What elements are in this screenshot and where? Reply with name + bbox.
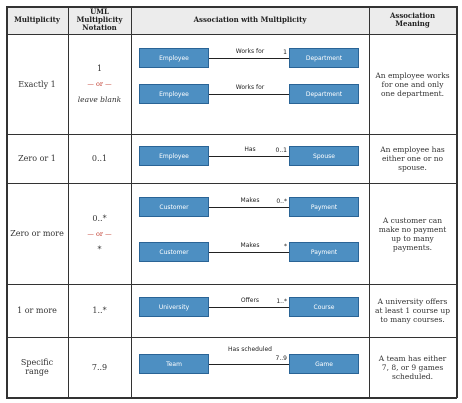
notation-text: — or — (87, 80, 112, 88)
grid-line (6, 34, 457, 35)
grid-line (6, 6, 8, 398)
multiplicity-label: 1..* (276, 298, 287, 305)
class-box-team: Team (139, 354, 209, 374)
association-line (209, 156, 289, 157)
class-box-employee: Employee (139, 84, 209, 104)
class-box-customer: Customer (139, 197, 209, 217)
meaning-cell: A customer can make no payment up to many payments. (378, 215, 447, 252)
association-line (209, 364, 289, 365)
grid-line (6, 6, 457, 8)
notation-cell (68, 183, 131, 284)
association-label: Has scheduled (228, 346, 272, 353)
class-box-game: Game (289, 354, 359, 374)
meaning-cell: An employee has either one or no spouse. (380, 145, 445, 172)
multiplicity-cell: 1 or more (17, 306, 57, 315)
class-box-course: Course (289, 297, 359, 317)
grid-line (6, 134, 457, 135)
association-label: Offers (240, 297, 260, 304)
grid-line (68, 6, 69, 398)
grid-line (6, 284, 457, 285)
multiplicity-label: 1 (283, 49, 287, 56)
association-label: Makes (240, 242, 260, 249)
class-box-department: Department (289, 84, 359, 104)
notation-cell (68, 34, 131, 134)
association-line (209, 252, 289, 253)
multiplicity-label: 0..1 (275, 147, 287, 154)
class-box-payment: Payment (289, 242, 359, 262)
association-line (209, 307, 289, 308)
notation-cell (68, 337, 131, 397)
multiplicity-cell: Zero or more (10, 229, 64, 238)
grid-line (6, 337, 457, 338)
grid-line (456, 6, 458, 398)
class-box-payment: Payment (289, 197, 359, 217)
notation-text: * (97, 244, 102, 254)
association-label: Makes (240, 197, 260, 204)
multiplicity-label: 7..9 (275, 355, 287, 362)
grid-line (131, 6, 132, 398)
meaning-cell: A university offers at least 1 course up to many courses. (375, 297, 451, 324)
notation-text: 7..9 (91, 362, 108, 372)
notation-text: 1 (96, 64, 103, 73)
class-box-department: Department (289, 48, 359, 68)
multiplicity-cell: Exactly 1 (18, 79, 56, 89)
multiplicity-label: * (284, 243, 287, 250)
notation-cell (68, 134, 131, 183)
notation-text: — or — (87, 229, 112, 238)
header-notation: UML Multiplicity Notation (68, 6, 131, 34)
association-label: Has (244, 146, 256, 153)
grid-line (6, 397, 457, 399)
class-box-university: University (139, 297, 209, 317)
grid-line (6, 183, 457, 184)
multiplicity-label: 0..* (276, 198, 287, 205)
association-line (209, 94, 289, 95)
association-label: Works for (235, 84, 265, 91)
notation-text: 0..* (92, 213, 107, 223)
association-line (209, 58, 289, 59)
header-association: Association with Multiplicity (131, 6, 369, 34)
association-line (209, 207, 289, 208)
association-label: Works for (235, 48, 265, 55)
class-box-spouse: Spouse (289, 146, 359, 166)
notation-text: 1..* (92, 306, 107, 315)
class-box-employee: Employee (139, 48, 209, 68)
notation-text: 0..1 (91, 154, 108, 163)
header-meaning: Association Meaning (369, 6, 456, 34)
meaning-cell: A team has either 7, 8, or 9 games scheduled. (378, 353, 447, 381)
notation-cell (68, 284, 131, 337)
header-multiplicity: Multiplicity (6, 6, 68, 34)
multiplicity-cell: Zero or 1 (18, 154, 56, 163)
multiplicity-cell: Specific range (20, 358, 54, 376)
meaning-cell: An employee works for one and only one department. (375, 70, 450, 98)
grid-line (369, 6, 370, 398)
class-box-employee: Employee (139, 146, 209, 166)
notation-text: leave blank (77, 95, 122, 104)
class-box-customer: Customer (139, 242, 209, 262)
